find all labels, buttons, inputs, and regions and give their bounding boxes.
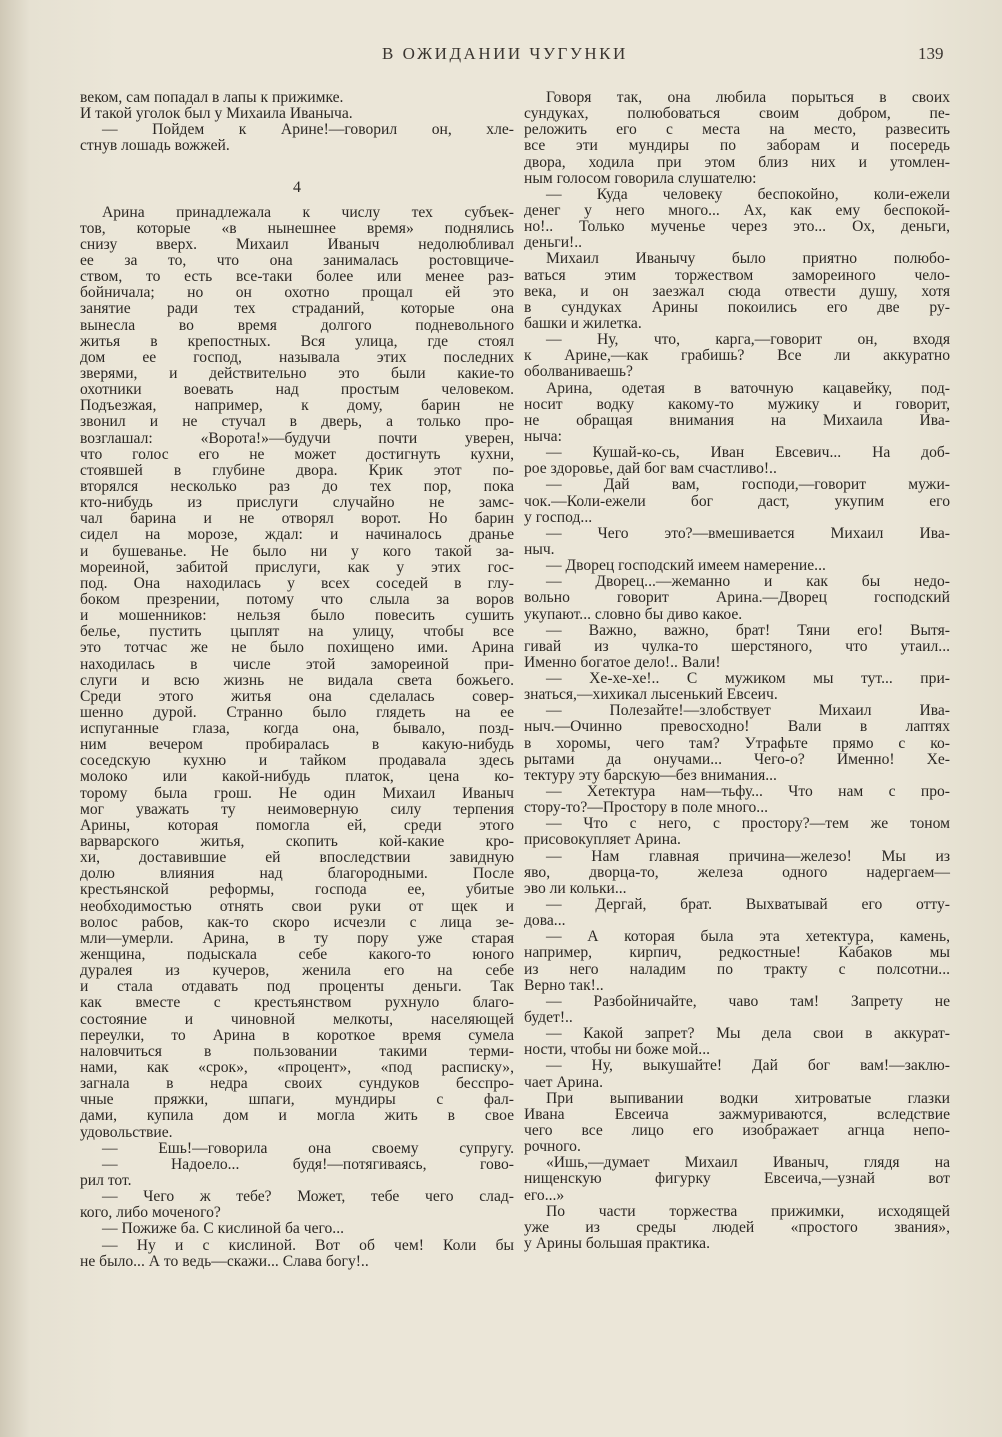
text-line: охотники воевать над простым человеком. [80,381,514,399]
text-line: чего все лицо его изображает агнца непо- [524,1122,950,1139]
text-line: рытами да онучами... Чего-о? Именно! Хе- [524,750,950,768]
text-line: Верно так!.. [524,976,604,994]
text-line: вторялся несколько раз до тех пор, пока [80,477,514,495]
text-line: сундуках, полюбоваться своим добром, пе- [524,105,950,123]
text-line: волос рабов, как-то скоро исчезли с лица зе- [80,913,514,931]
text-line: все эти мундиры по заборам и посередь [524,137,950,155]
text-line: При выпивании водки хитроватые глазки [546,1089,950,1107]
text-line: — Дворец господский имеем намерение... [546,557,826,575]
text-line: торому была грош. Не один Михаил Иваныч [80,784,514,802]
text-line: — Ешь!—говорила она своему супругу. [102,1139,514,1157]
text-line: — Полезайте!—злобствует Михаил Ива- [546,702,950,720]
text-line: — Что с него, с простору?—тем же тоном [546,815,950,833]
text-line: — Дергай, брат. Выхватывай его отту- [546,896,950,914]
text-line: ним вечером пробиралась в какую-нибудь [80,736,514,754]
text-line: мореиной, забитой прислуги, как у этих гос- [80,558,514,576]
text-line: — Важно, важно, брат! Тяни его! Вытя- [546,621,950,639]
text-line: чал барина и не отворял ворот. Но барин [80,510,514,528]
text-line: у господ... [524,508,593,526]
text-line: испуганные глаза, когда она, бывало, позд- [80,720,514,738]
text-line: женщина, подыскала себе какого-то юного [80,946,514,964]
text-line: мог уважать ту неимоверную силу терпения [80,800,514,818]
text-line: ныч. [524,540,555,558]
text-line: его...» [524,1186,565,1204]
text-line: дами, купила дом и могла жить в свое [80,1107,514,1125]
text-line: эво ли кольки... [524,879,627,897]
text-line: в хоромы, чего там? Утрафьте прямо с ко- [524,734,950,752]
text-line: гивай из чулка-то шерстяного, что утаил... [524,637,950,655]
text-line: чок.—Коли-ежели бог даст, укупим его [524,492,950,510]
text-line: рое здоровье, дай бог вам счастливо!.. [524,460,777,478]
text-line: Арины, которая помогла ей, среди этого [80,816,514,834]
text-line: занятие ради тех страданий, которые она [80,300,514,318]
text-line: уже из среды людей «простого звания», [524,1218,950,1236]
text-line: дуралея из кучеров, женила его на себе [80,962,514,980]
text-line: присовокупляет Арина. [524,831,681,849]
text-line: — Хетектура нам—тьфу... Что нам с про- [546,783,950,801]
text-line: соседскую кухню и тайком продавала здесь [80,752,514,770]
text-line: ством, то есть все-таки более или менее раз- [80,268,514,286]
text-line: носит водку какому-то мужику и говорит, [524,395,950,413]
text-line: слуги и всю жизнь не видала света божьего. [80,671,514,689]
text-line: — Нам главная причина—железо! Мы из [546,847,950,865]
text-line: переулки, то Арина в короткое время сумела [80,1026,514,1044]
text-line: Среди этого житья она сделалась совер- [80,687,514,705]
text-line: вынесла во время долгого подневольного [80,316,514,334]
text-line: хи, доставившие ей впоследствии завидную [80,849,514,867]
text-line: бойничала; но он охотно прощал ей это [80,284,514,302]
text-line: это тотчас же не было похищено ими. Арина [80,639,514,657]
right-column [524,90,950,1252]
text-line: яво, дворца-то, железа одного надергаем— [524,863,950,881]
text-line: зверями, и действительно это были какие-то [80,364,514,382]
text-line: — Ну, что, карга,—говорит он, входя [546,331,950,349]
text-line: тектуру эту барскую—без внимания... [524,766,777,784]
text-line: и стала отдавать под проценты деньги. Так [80,978,514,996]
text-line: — Разбойничайте, чаво там! Запрету не [546,992,950,1010]
text-line: Именно богатое дело!.. Вали! [524,653,721,671]
text-line: из него наладим по тракту с полсотни... [524,960,950,978]
text-line: чные пряжки, шпаги, мундиры с фал- [80,1091,514,1109]
text-line: снизу вверх. Михаил Иваныч недолюбливал [80,235,514,253]
text-line: кого, либо моченого? [80,1204,221,1222]
left-column-intro [80,90,514,155]
text-line: — А которая была эта хетектура, камень, [546,928,950,946]
text-line: башки и жилетка. [524,314,642,332]
text-line: нищенскую фигурку Евсеича,—узнай вот [524,1170,950,1188]
text-line: чает Арина. [524,1073,603,1091]
text-line: — Пожиже ба. С кислиной ба чего... [102,1220,344,1238]
text-line: и бушеванье. Не было ни у кого такой за- [80,542,514,560]
left-column [80,90,514,1270]
text-line: стоявшей в глубине двора. Крик этот по- [80,461,514,479]
text-line: дом ее господ, называла этих последних [80,348,514,366]
text-line: Говоря так, она любила порыться в своих [546,89,950,106]
text-line: — Дай вам, господи,—говорит мужи- [546,476,950,494]
text-line: — Кушай-ко-сь, Иван Евсевич... На доб- [546,444,950,462]
text-line: — Какой запрет? Мы дела свои в аккурат- [546,1025,950,1043]
text-line: в сундуках Арины покоились его две ру- [524,298,950,316]
text-line: как вместе с крестьянством рухнуло благо- [80,994,514,1012]
text-line: белье, пустить цыплят на улицу, чтобы все [80,623,514,641]
text-line: — Хе-хе-хе!.. С мужиком мы тут... при- [546,670,950,688]
text-line: вольно говорит Арина.—Дворец господский [524,589,950,607]
text-line: шенно дурой. Странно было глядеть на ее [80,703,514,721]
text-line: рил тот. [80,1172,132,1189]
left-column-body [80,205,514,1270]
text-line: — Дворец...—жеманно и как бы недо- [546,573,950,591]
text-line: Подъезжая, например, к дому, барин не [80,397,514,415]
text-line: долю влияния над благородными. После [80,865,514,883]
text-line: ныч.—Очинно превосходно! Вали в лаптях [524,718,950,736]
text-line: Ивана Евсеича зажмуриваются, вследствие [524,1105,950,1123]
text-line: ваться этим торжеством замореиного чело- [524,266,950,284]
text-line: веком, сам попадал в лапы к прижимке. [80,89,344,106]
text-line: кто-нибудь из прислуги случайно не замс- [80,494,514,512]
text-line: состояние и чиновной мелкоты, населяющей [80,1010,514,1028]
text-line: находилась в числе этой замореиной при- [80,655,514,673]
text-line: не обращая внимания на Михаила Ива- [524,411,950,429]
text-line: нами, как «срок», «процент», «под расписку», [80,1059,514,1077]
text-line: дова... [524,912,566,930]
text-line: стору-то?—Простору в поле много... [524,799,768,817]
text-line: реложить его с места на место, развесить [524,121,950,139]
text-line: двора, ходила при этом близ них и утомлен- [524,153,950,171]
text-line: под. Она находилась у всех соседей в глу- [80,574,514,592]
text-line: боком презрении, потому что слыла за воров [80,590,514,608]
page-number: 139 [918,44,944,63]
text-line: И такой уголок был у Михаила Иваныча. [80,105,353,123]
text-line: и мошенников: нельзя было повесить сушить [80,607,514,625]
text-line: возглашал: «Ворота!»—будучи почти уверен, [80,429,514,447]
text-line: например, кирпич, редкостные! Кабаков мы [524,944,950,962]
text-line: Арина принадлежала к числу тех субъек- [102,203,514,221]
text-line: оболваниваешь? [524,363,633,381]
text-line: знаться,—хихикал лысенький Евсеич. [524,686,778,704]
text-line: — Пойдем к Арине!—говорил он, хле- [102,121,514,139]
text-line: денег у него много... Ах, как ему беспокой- [524,201,950,219]
text-line: Михаил Иванычу было приятно полюбо- [546,250,950,268]
text-line: необходимостью отнять свои руки от щек и [80,897,514,915]
text-line: — Куда человеку беспокойно, коли-ежели [546,185,950,203]
text-line: — Чего ж тебе? Может, тебе чего слад- [102,1188,514,1206]
text-line: не было... А то ведь—скажи... Слава богу!.. [80,1252,369,1270]
text-line: — Чего это?—вмешивается Михаил Ива- [546,524,950,542]
text-line: житья в крепостных. Вся улица, где стоял [80,332,514,350]
text-line: Арина, одетая в ваточную кацавейку, под- [546,379,950,397]
text-line: деньги!.. [524,234,583,252]
text-line: у Арины большая практика. [524,1234,710,1252]
text-line: «Ишь,—думает Михаил Иваныч, глядя на [546,1154,950,1172]
text-line: к Арине,—как грабишь? Все ли аккуратно [524,347,950,365]
text-line: тов, которые «в нынешнее время» поднялись [80,219,514,237]
text-line: варварского житья, скопить кой-какие кро- [80,833,514,851]
text-line: рочного. [524,1138,581,1156]
text-line: — Надоело... будя!—потягиваясь, гово- [102,1155,514,1173]
text-line: ныча: [524,427,562,445]
section-number: 4 [293,178,301,196]
text-line: молоко или какой-нибудь платок, цена ко- [80,768,514,786]
running-header [0,44,1002,68]
right-column-body [524,90,950,1252]
text-line: загнала в недра своих сундуков бесспро- [80,1075,514,1093]
running-title: В ОЖИДАНИИ ЧУГУНКИ [382,44,628,63]
text-line: — Ну и с кислиной. Вот об чем! Коли бы [102,1236,514,1254]
text-line: сидел на морозе, ждал: и начиналось дранье [80,526,514,544]
text-line: звонил и не стучал в дверь, а только про- [80,413,514,431]
text-line: стнув лошадь вожжей. [80,137,230,155]
text-line: что голос его не может достигнуть кухни, [80,445,514,463]
text-line: крестьянской реформы, господа ее, убитые [80,881,514,899]
text-line: По части торжества прижимки, исходящей [546,1202,950,1220]
text-line: будет!.. [524,1009,573,1027]
text-line: ным голосом говорила слушателю: [524,169,757,187]
text-line: — Ну, выкушайте! Дай бог вам!—заклю- [546,1057,950,1075]
text-line: наловчиться в пользовании такими терми- [80,1042,514,1060]
text-line: но!.. Только мученье через это... Ох, деньги, [524,218,950,236]
text-line: ности, чтобы ни боже мой... [524,1041,710,1059]
text-line: укупают... словно бы диво какое. [524,605,743,623]
text-line: века, и он заезжал сюда отвести душу, хотя [524,282,950,300]
text-line: ее за то, что она занималась ростовщиче- [80,251,514,269]
text-line: мли—умерли. Арина, в ту пору уже старая [80,929,514,947]
text-line: удовольствие. [80,1123,173,1141]
